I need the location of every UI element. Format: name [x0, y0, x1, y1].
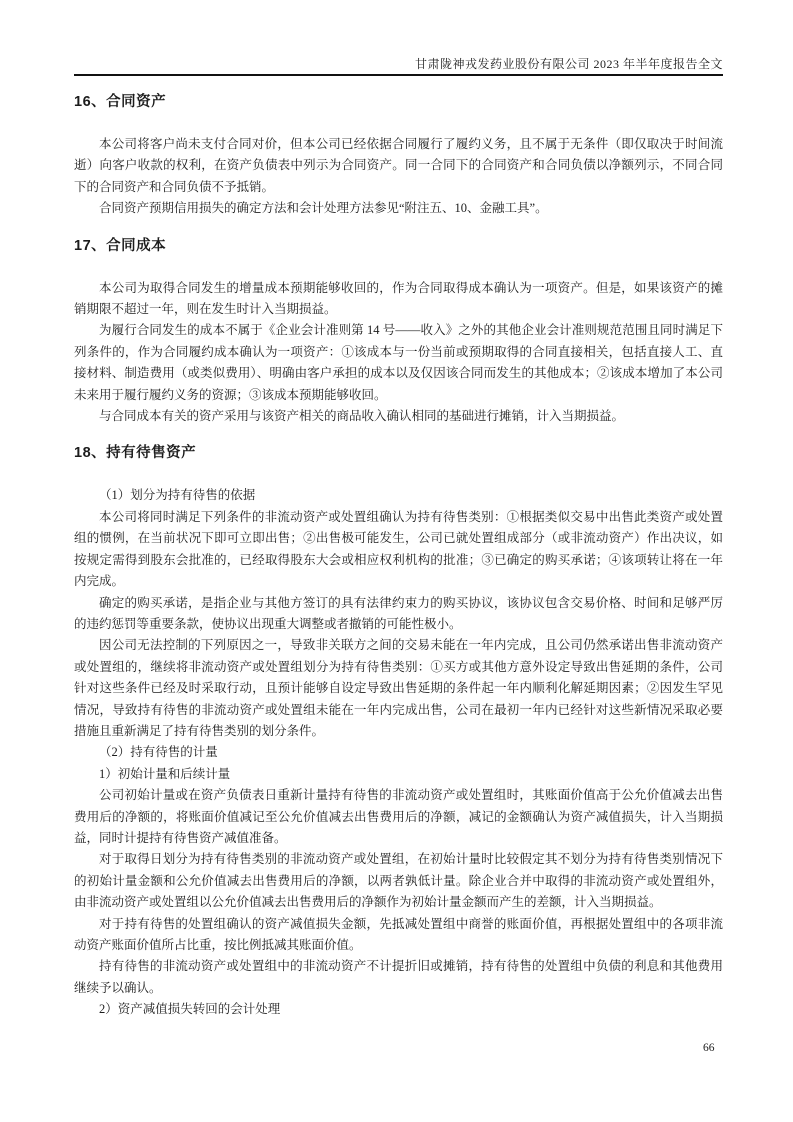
section-heading-held-for-sale-assets: 18、持有待售资产 — [74, 445, 197, 462]
paragraph: 对于持有待售的处置组确认的资产减值损失金额，先抵减处置组中商誉的账面价值，再根据处置组中的各项非流动资产账面价值所占比重，按比例抵减其账面价值。 — [74, 916, 723, 952]
paragraph: 2）资产减值损失转回的会计处理 — [99, 1002, 281, 1017]
report-header-title: 甘肃陇神戎发药业股份有限公司 2023 年半年度报告全文 — [414, 57, 723, 71]
paragraph: 持有待售的非流动资产或处置组中的非流动资产不计提折旧或摊销，持有待售的处置组中负债的利息和其他费用继续予以确认。 — [74, 959, 723, 995]
paragraph: 1）初始计量和后续计量 — [99, 766, 231, 781]
section-heading-contract-costs: 17、合同成本 — [74, 237, 167, 254]
page-content — [74, 0, 723, 1021]
paragraph: 为履行合同发生的成本不属于《企业会计准则第 14 号——收入》之外的其他企业会计准则规范范围且同时满足下列条件的，作为合同履约成本确认为一项资产：①该成本与一份当前或预期取得的合同直接相关，包括直接人工、直接材料、制造费用（或类似费用）、明确由客户承担的成本以及仅因该合同而发生的其他成本；②该成本增加了本公司未来用于履行履约义务的资源；③该成本预期能够收回。 — [74, 323, 723, 402]
paragraph: 确定的购买承诺，是指企业与其他方签订的具有法律约束力的购买协议，该协议包含交易价格、时间和足够严厉的违约惩罚等重要条款，使协议出现重大调整或者撤销的可能性极小。 — [74, 595, 723, 631]
paragraph: 本公司为取得合同发生的增量成本预期能够收回的，作为合同取得成本确认为一项资产。但是，如果该资产的摊销期限不超过一年，则在发生时计入当期损益。 — [74, 280, 723, 317]
paragraph: 因公司无法控制的下列原因之一，导致非关联方之间的交易未能在一年内完成，且公司仍然承诺出售非流动资产或处置组的，继续将非流动资产或处置组划分为持有待售类别：①买方或其他方意外设定导致出售延期的条件，公司针对这些条件已经及时采取行动，且预计能够自设定导致出售延期的条件起一年内顺利化解延期因素；②因发生罕见情况，导致持有待售的非流动资产或处置组未能在一年内完成出售，公司在最初一年内已经针对这些新情况采取必要措施且重新满足了持有待售类别的划分条件。 — [74, 638, 723, 738]
paragraph: （2）持有待售的计量 — [99, 745, 218, 760]
paragraph: 本公司将客户尚未支付合同对价，但本公司已经依据合同履行了履约义务，且不属于无条件（即仅取决于时间流逝）向客户收款的权利，在资产负债表中列示为合同资产。同一合同下的合同资产和合同负债以净额列示，不同合同下的合同资产和合同负债不予抵销。 — [74, 137, 723, 194]
paragraph: （1）划分为持有待售的依据 — [99, 488, 256, 503]
paragraph: 合同资产预期信用损失的确定方法和会计处理方法参见“附注五、10、金融工具”。 — [99, 201, 548, 216]
page-number: 66 — [703, 1042, 715, 1054]
paragraph: 本公司将同时满足下列条件的非流动资产或处置组确认为持有待售类别：①根据类似交易中出售此类资产或处置组的惯例，在当前状况下即可立即出售；②出售极可能发生，公司已就处置组成部分（或非流动资产）作出决议，如按规定需得到股东会批准的，已经取得股东大会或相应权利机构的批准；③已确定的购买承诺；④该项转让将在一年内完成。 — [74, 509, 723, 589]
paragraph: 对于取得日划分为持有待售类别的非流动资产或处置组，在初始计量时比较假定其不划分为持有待售类别情况下的初始计量金额和公允价值减去出售费用后的净额，以两者孰低计量。除企业合并中取得的非流动资产或处置组外，由非流动资产或处置组以公允价值减去出售费用后的净额作为初始计量金额而产生的差额，计入当期损益。 — [74, 852, 723, 910]
paragraph: 公司初始计量或在资产负债表日重新计量持有待售的非流动资产或处置组时，其账面价值高于公允价值减去出售费用后的净额的，将账面价值减记至公允价值减去出售费用后的净额，减记的金额确认为资产减值损失，计入当期损益，同时计提持有待售资产减值准备。 — [74, 788, 723, 845]
paragraph: 与合同成本有关的资产采用与该资产相关的商品收入确认相同的基础进行摊销，计入当期损益。 — [99, 409, 625, 424]
section-heading-contract-assets: 16、合同资产 — [74, 94, 167, 110]
report-header — [74, 57, 723, 76]
